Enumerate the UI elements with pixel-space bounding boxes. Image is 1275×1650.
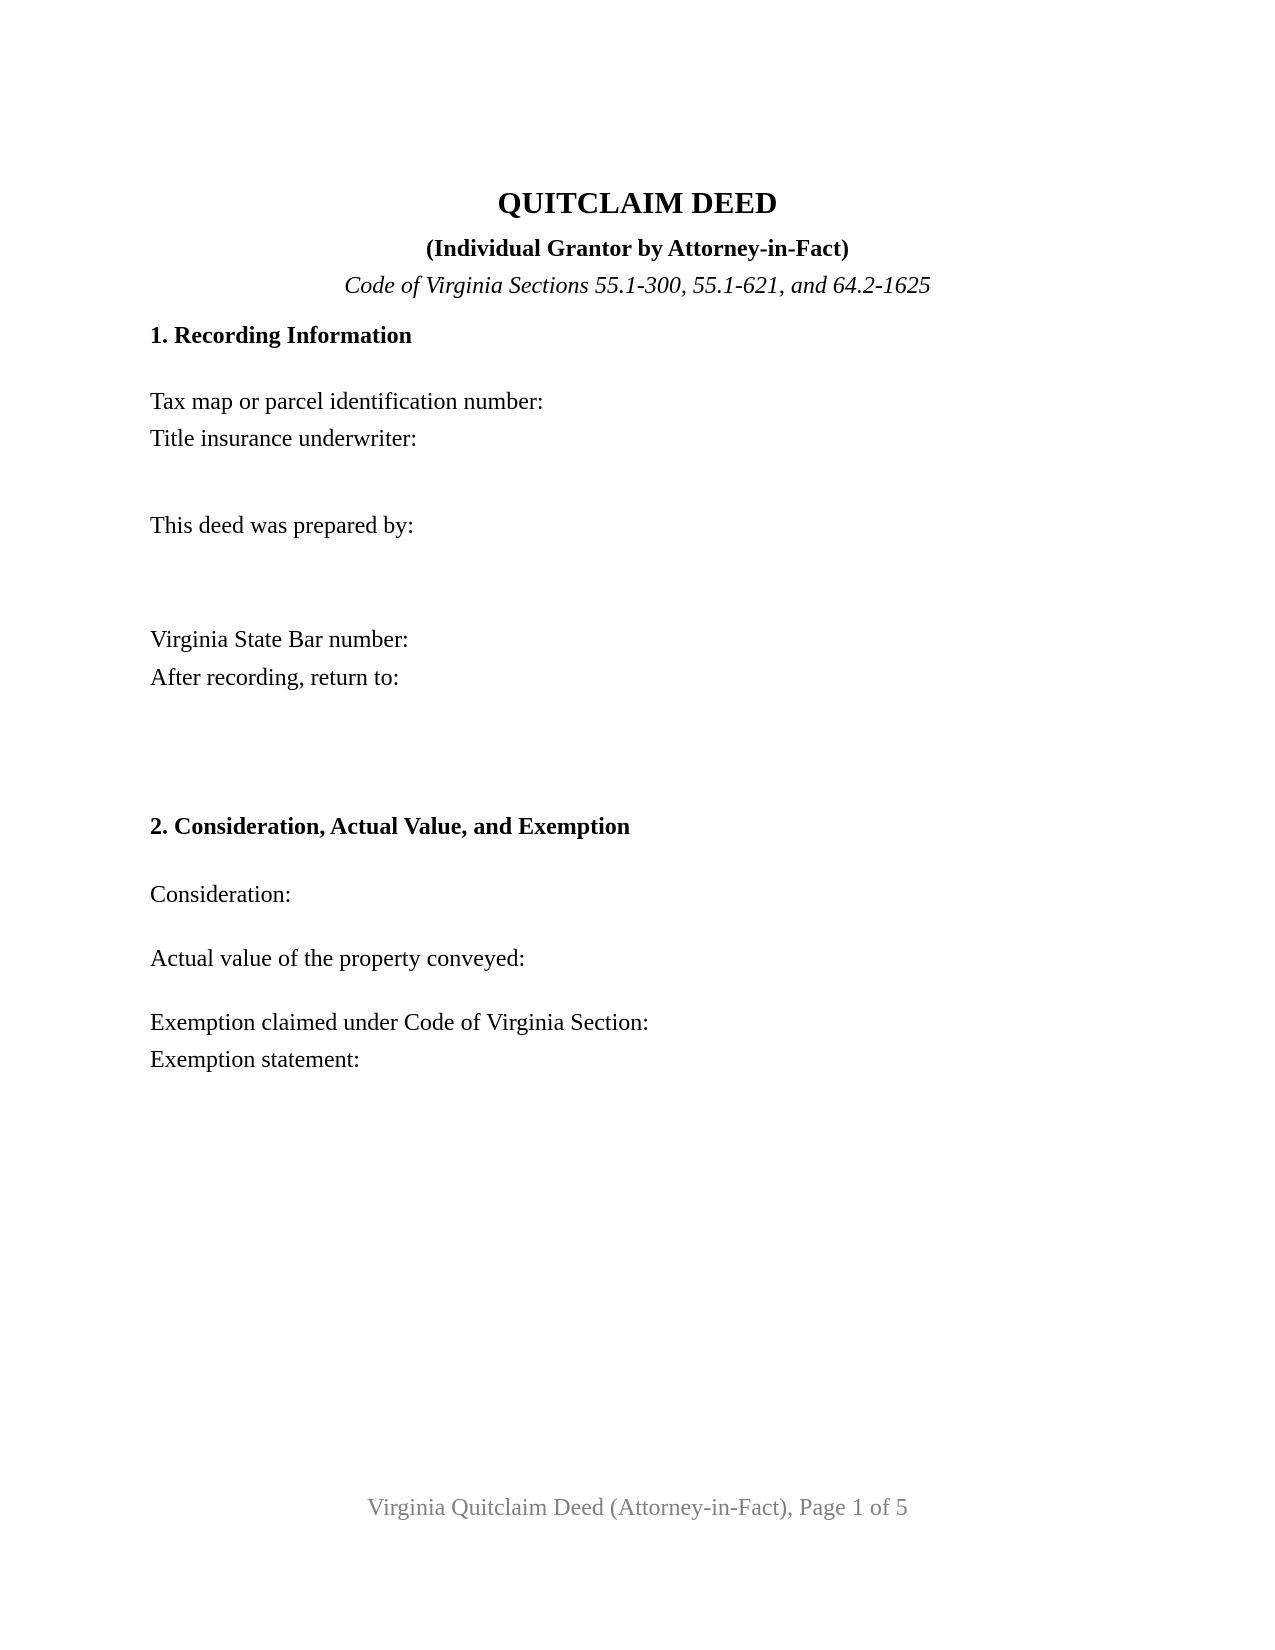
section-heading-recording-information: 1. Recording Information <box>150 323 412 349</box>
tax-map-label: Tax map or parcel identification number: <box>150 389 544 415</box>
bar-number-label: Virginia State Bar number: <box>150 627 409 653</box>
document-title: QUITCLAIM DEED <box>497 185 778 220</box>
prepared-by-label: This deed was prepared by: <box>150 513 414 539</box>
return-to-label: After recording, return to: <box>150 665 400 691</box>
section-heading-consideration: 2. Consideration, Actual Value, and Exemption <box>150 814 631 840</box>
exemption-statement-label: Exemption statement: <box>150 1047 360 1073</box>
exemption-section-label: Exemption claimed under Code of Virginia Section: <box>150 1010 649 1036</box>
title-insurance-label: Title insurance underwriter: <box>150 426 418 452</box>
document-subtitle: (Individual Grantor by Attorney-in-Fact) <box>426 236 849 262</box>
page-footer: Virginia Quitclaim Deed (Attorney-in-Fact), Page 1 of 5 <box>367 1495 908 1521</box>
consideration-label: Consideration: <box>150 882 292 908</box>
actual-value-label: Actual value of the property conveyed: <box>150 946 526 972</box>
code-reference: Code of Virginia Sections 55.1-300, 55.1-621, and 64.2-1625 <box>344 273 931 299</box>
